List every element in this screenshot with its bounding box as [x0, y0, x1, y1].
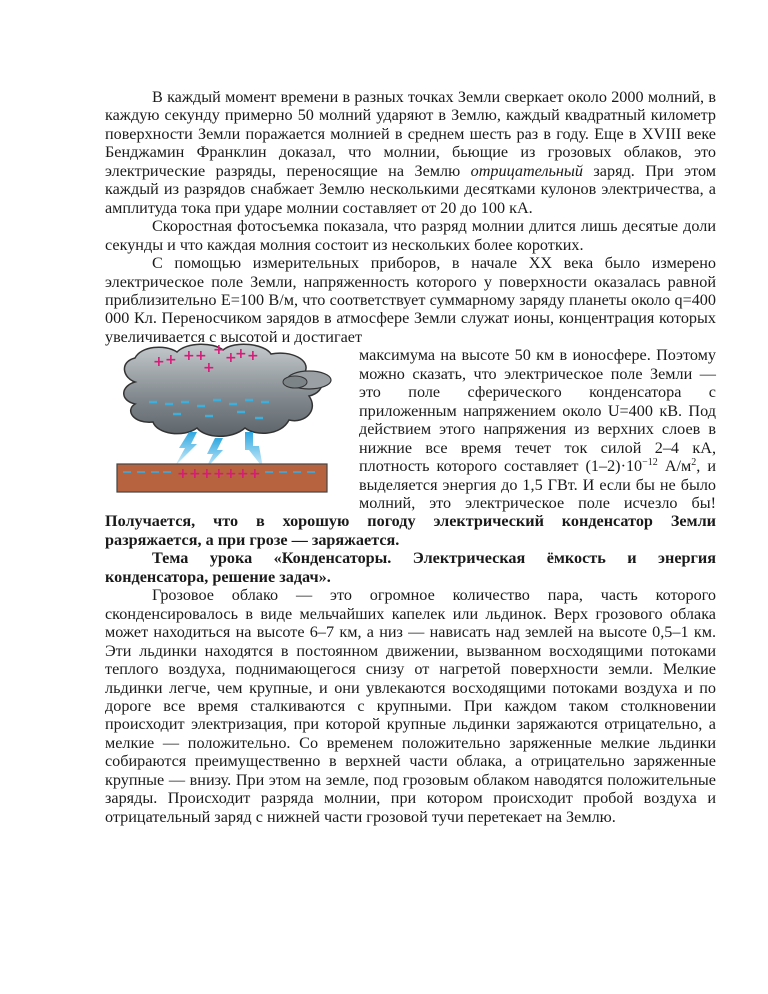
svg-text:+: +: [201, 466, 213, 483]
svg-text:+: +: [225, 466, 237, 483]
thundercloud-charge-illustration-icon: [105, 340, 351, 500]
svg-text:+: +: [235, 346, 247, 363]
svg-text:+: +: [213, 342, 225, 359]
svg-text:+: +: [189, 466, 201, 483]
paragraph-1-text: В каждый момент времени в разных точках Земли сверкает около 2000 молний, в каждую секунду примерно 50 молний ударяют в Землю, каждый квадратный километр поверхности Земли поражается молнией в среднем шесть раз в году. Еще в XVIII веке Бенджамин Франклин доказал, что молнии, бьющие из грозовых облаков, это электрические разряды, переносящие на Землю: [105, 88, 716, 180]
svg-text:+: +: [237, 466, 249, 483]
svg-text:+: +: [183, 348, 195, 365]
paragraph-4: Грозовое облако — это огромное количество пара, часть которого сконденсировалось в виде мельчайших капелек или льдинок. Верх грозового облака может находиться на высоте 6–7 км, а низ — нависать над землей на высоте 0,5–1 км. Эти льдинки находятся в постоянном движении, вызванном восходящими потоками теплого воздуха, поднимающегося снизу от нагретой поверхности земли. Мелкие льдинки легче, чем крупные, и они увлекаются восходящими потоками воздуха и по дороге все время сталкиваются с крупными. При каждом таком столкновении происходит электризация, при которой крупные льдинки заряжаются отрицательно, а мелкие — положительно. Со временем положительно заряженные мелкие льдинки собираются преимущественно в верхней части облака, а отрицательно заряженные крупные — внизу. При этом на земле, под грозовым облаком наводятся положительные заряды. Происходит разряда молнии, при котором происходит пробой воздуха и отрицательный заряд с нижней части грозовой тучи перетекает на Землю.: [105, 586, 716, 826]
svg-text:+: +: [203, 360, 215, 377]
exponent-2: 2: [691, 457, 697, 469]
svg-text:+: +: [177, 466, 189, 483]
paragraph-3-wrapped-text: максимума на высоте 50 км в ионосфере. Поэтому можно сказать, что электрическое поле Земли — это поле сферического конденсатора с приложенным напряжением около U=400 кВ. Под действием этого напряжения из верхних слоев в нижние все время течет ток силой 2–4 кА, плотность которого составляет (1–2)·10: [359, 346, 716, 476]
svg-text:+: +: [249, 466, 261, 483]
paragraph-3: [105, 254, 716, 346]
svg-text:+: +: [165, 352, 177, 369]
svg-text:+: +: [153, 354, 165, 371]
lesson-topic-text: Тема урока «Конденсаторы. Электрическая ёмкость и энергия конденсатора, решение задач».: [105, 549, 716, 586]
exponent: −12: [642, 457, 658, 469]
svg-text:+: +: [247, 348, 259, 365]
paragraph-3-text: С помощью измерительных приборов, в начале XX века было измерено электрическое поле Земли, напряженность которого у поверхности оказалась равной приблизительно E=100 В/м, что соответствует суммарному заряду планеты около q=400 000 Кл. Переносчиком зарядов в атмосфере Земли служат ионы, концентрация которых увеличивается с высотой и достигает: [105, 254, 716, 346]
svg-text:+: +: [213, 466, 225, 483]
italic-word: отрицательный: [470, 161, 583, 180]
ground-positive-charges: [177, 466, 261, 482]
bold-conclusion: Получается, что в хорошую погоду электрический конденсатор Земли разряжается, а при грозе — заряжается.: [105, 512, 716, 549]
lesson-topic: [105, 549, 716, 586]
paragraph-2: Скоростная фотосъемка показала, что разряд молнии длится лишь десятые доли секунды и что каждая молния состоит из нескольких более коротких.: [105, 217, 716, 254]
paragraph-1: [105, 88, 716, 217]
svg-text:+: +: [225, 350, 237, 367]
document-page: [105, 88, 716, 826]
paragraph-1-text-end: заряд. При этом каждый из разрядов снабжает Землю несколькими десятками кулонов электричества, а амплитуда тока при ударе молнии составляет от 20 до 100 кА.: [105, 161, 716, 217]
figure-wrap: [105, 342, 717, 549]
thundercloud-figure: [105, 342, 351, 496]
unit-text: А/м: [657, 457, 692, 476]
svg-text:+: +: [195, 348, 207, 365]
paragraph-3-tail: , и выделяется энергия до 1,5 ГВт. И если бы не было молний, это электрическое поле исчезло бы!: [359, 457, 717, 512]
